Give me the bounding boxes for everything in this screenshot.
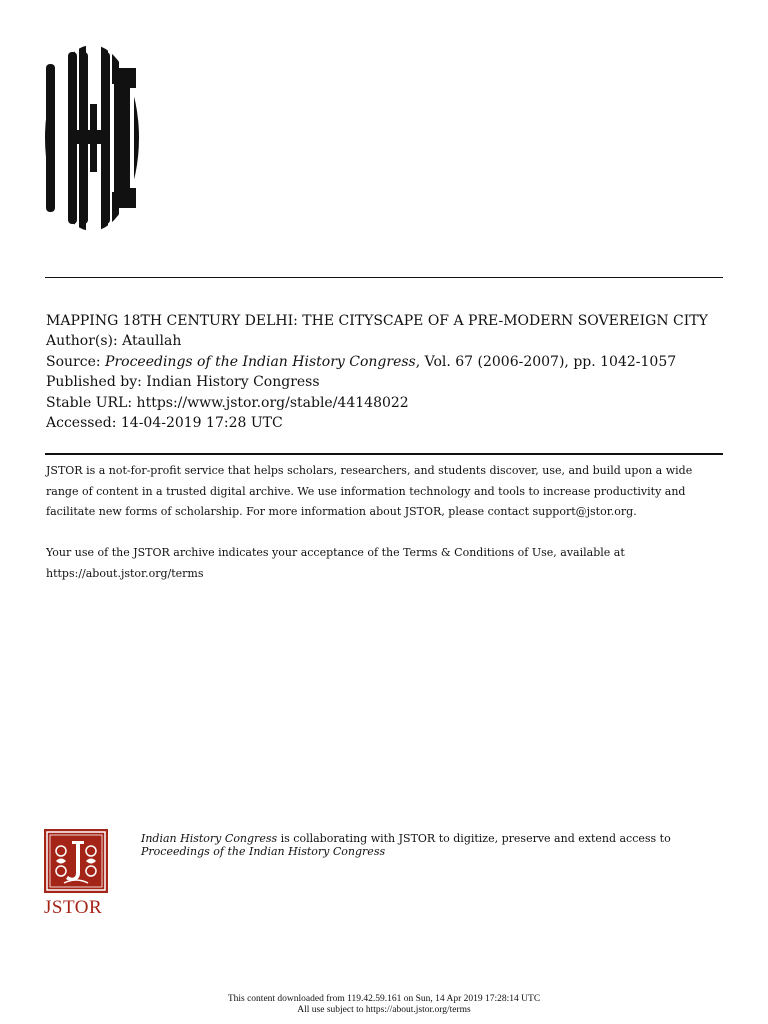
stable-url-line [46,393,736,413]
publisher-line [46,372,736,392]
publisher-name: Indian History Congress [146,374,320,391]
article-metadata [46,311,736,433]
collaboration-journal: Proceedings of the Indian History Congress [141,845,386,858]
top-divider [45,277,723,278]
collaboration-text: is collaborating with JSTOR to digitize, preserve and extend access to [277,832,671,845]
source-details: , Vol. 67 (2006-2007), pp. 1042-1057 [415,353,677,370]
download-footer [0,994,768,1016]
source-journal: Proceedings of the Indian History Congress [105,353,416,370]
source-line [46,352,736,372]
jstor-seal-icon [44,829,108,893]
source-label: Source: [46,353,101,370]
author-line [46,331,736,351]
about-paragraph: JSTOR is a not-for-profit service that helps scholars, researchers, and students discover, use, and build upon a wide range of content in a trusted digital archive. We use information technology and tools to increase productivity and facilitate new forms of scholarship. For more information about JSTOR, please contact support@jstor.org. [46,464,693,519]
author-label: Author(s): [46,333,118,350]
author-name: Ataullah [122,333,182,350]
publisher-label: Published by: [46,374,142,391]
footer-terms-line: All use subject to https://about.jstor.org/terms [297,1005,471,1015]
partner-name: Indian History Congress [141,832,278,845]
footer-download-line: This content downloaded from 119.42.59.161 on Sun, 14 Apr 2019 17:28:14 UTC [227,994,541,1004]
accessed-line [46,413,736,433]
ihc-logo-icon [44,44,140,232]
terms-paragraph: Your use of the JSTOR archive indicates your acceptance of the Terms & Conditions of Use, available at https://about.jstor.org/terms [46,546,625,580]
accessed-date: 14-04-2019 17:28 UTC [120,414,283,431]
accessed-label: Accessed: [46,414,117,431]
middle-divider [45,453,723,455]
stable-url-link[interactable]: https://www.jstor.org/stable/44148022 [136,394,409,411]
collaboration-statement [141,832,741,858]
article-title: MAPPING 18TH CENTURY DELHI: THE CITYSCAPE OF A PRE-MODERN SOVEREIGN CITY [46,313,708,329]
jstor-notice [46,461,726,585]
stable-url-label: Stable URL: [46,394,133,411]
jstor-wordmark: JSTOR [44,897,103,918]
